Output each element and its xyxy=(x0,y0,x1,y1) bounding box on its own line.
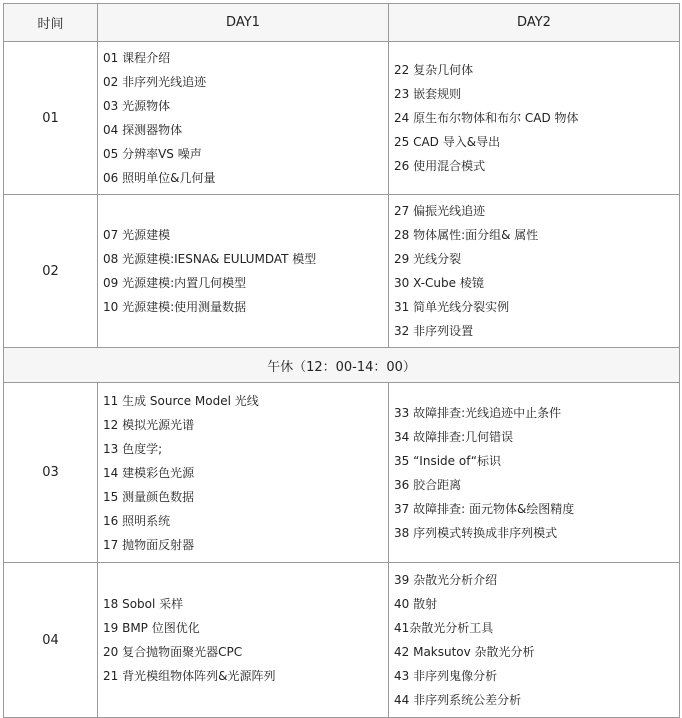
topic-item: 16 照明系统 xyxy=(103,513,171,528)
topic-item: 26 使用混合模式 xyxy=(394,159,486,173)
topic-item: 07 光源建模 xyxy=(103,228,171,242)
session-row-03 xyxy=(4,383,680,563)
header-day1: DAY1 xyxy=(98,4,389,42)
session-time: 03 xyxy=(4,383,98,563)
day1-topics xyxy=(98,42,389,195)
topic-item: 05 分辨率VS 噪声 xyxy=(103,147,202,161)
day1-topics xyxy=(98,195,389,348)
header-row xyxy=(4,4,680,42)
topic-item: 18 Sobol 采样 xyxy=(103,597,184,611)
topic-item: 42 Maksutov 杂散光分析 xyxy=(394,645,535,659)
topic-item: 17 抛物面反射器 xyxy=(103,537,195,552)
topic-item: 09 光源建模:内置几何模型 xyxy=(103,276,247,290)
topic-item: 23 嵌套规则 xyxy=(394,87,462,101)
session-time: 02 xyxy=(4,195,98,348)
topic-item: 28 物体属性:面分组& 属性 xyxy=(394,228,539,242)
topic-item: 13 色度学; xyxy=(103,441,163,456)
day2-topics xyxy=(389,383,680,563)
session-row-01 xyxy=(4,42,680,195)
topic-item: 21 背光模组物体阵列&光源阵列 xyxy=(103,669,276,683)
topic-item: 08 光源建模:IESNA& EULUMDAT 模型 xyxy=(103,252,317,266)
topic-item: 20 复合抛物面聚光器CPC xyxy=(103,645,243,659)
session-time: 01 xyxy=(4,42,98,195)
topic-item: 31 简单光线分裂实例 xyxy=(394,300,510,314)
topic-item: 30 X-Cube 棱镜 xyxy=(394,276,484,290)
topic-item: 24 原生布尔物体和布尔 CAD 物体 xyxy=(394,111,579,125)
day1-topics xyxy=(98,383,389,563)
day2-topics xyxy=(389,563,680,718)
topic-item: 01 课程介绍 xyxy=(103,51,171,65)
topic-item: 34 故障排查:几何错误 xyxy=(394,429,514,444)
topic-item: 22 复杂几何体 xyxy=(394,63,474,77)
topic-item: 10 光源建模:使用测量数据 xyxy=(103,300,247,314)
topic-item: 11 生成 Source Model 光线 xyxy=(103,393,259,408)
topic-item: 25 CAD 导入&导出 xyxy=(394,135,501,149)
topic-item: 36 胶合距离 xyxy=(394,477,462,492)
topic-item: 35 “Inside of“标识 xyxy=(394,453,502,468)
topic-item: 38 序列模式转换成非序列模式 xyxy=(394,525,558,540)
session-time: 04 xyxy=(4,563,98,718)
header-time: 时间 xyxy=(4,4,98,42)
topic-item: 14 建模彩色光源 xyxy=(103,465,195,480)
topic-item: 06 照明单位&几何量 xyxy=(103,171,216,185)
topic-item: 37 故障排查: 面元物体&绘图精度 xyxy=(394,501,575,516)
topic-item: 02 非序列光线追迹 xyxy=(103,75,207,89)
schedule-table xyxy=(3,3,680,718)
topic-item: 03 光源物体 xyxy=(103,99,171,113)
topic-item: 04 探测器物体 xyxy=(103,123,183,137)
topic-item: 39 杂散光分析介绍 xyxy=(394,573,498,587)
lunch-break: 午休（12：00-14：00） xyxy=(4,348,680,383)
day2-topics xyxy=(389,42,680,195)
topic-item: 27 偏振光线追迹 xyxy=(394,204,486,218)
session-row-04 xyxy=(4,563,680,718)
topic-item: 43 非序列鬼像分析 xyxy=(394,669,498,683)
day1-topics xyxy=(98,563,389,718)
topic-item: 12 模拟光源光谱 xyxy=(103,417,195,432)
topic-item: 19 BMP 位图优化 xyxy=(103,621,200,635)
topic-item: 40 散射 xyxy=(394,597,438,611)
day2-topics xyxy=(389,195,680,348)
topic-item: 44 非序列系统公差分析 xyxy=(394,693,522,707)
topic-item: 33 故障排查:光线追迹中止条件 xyxy=(394,405,562,420)
topic-item: 29 光线分裂 xyxy=(394,252,462,266)
header-day2: DAY2 xyxy=(389,4,680,42)
topic-item: 41杂散光分析工具 xyxy=(394,621,494,635)
session-row-02 xyxy=(4,195,680,348)
lunch-row xyxy=(4,348,680,383)
topic-item: 15 测量颜色数据 xyxy=(103,489,195,504)
topic-item: 32 非序列设置 xyxy=(394,324,474,338)
